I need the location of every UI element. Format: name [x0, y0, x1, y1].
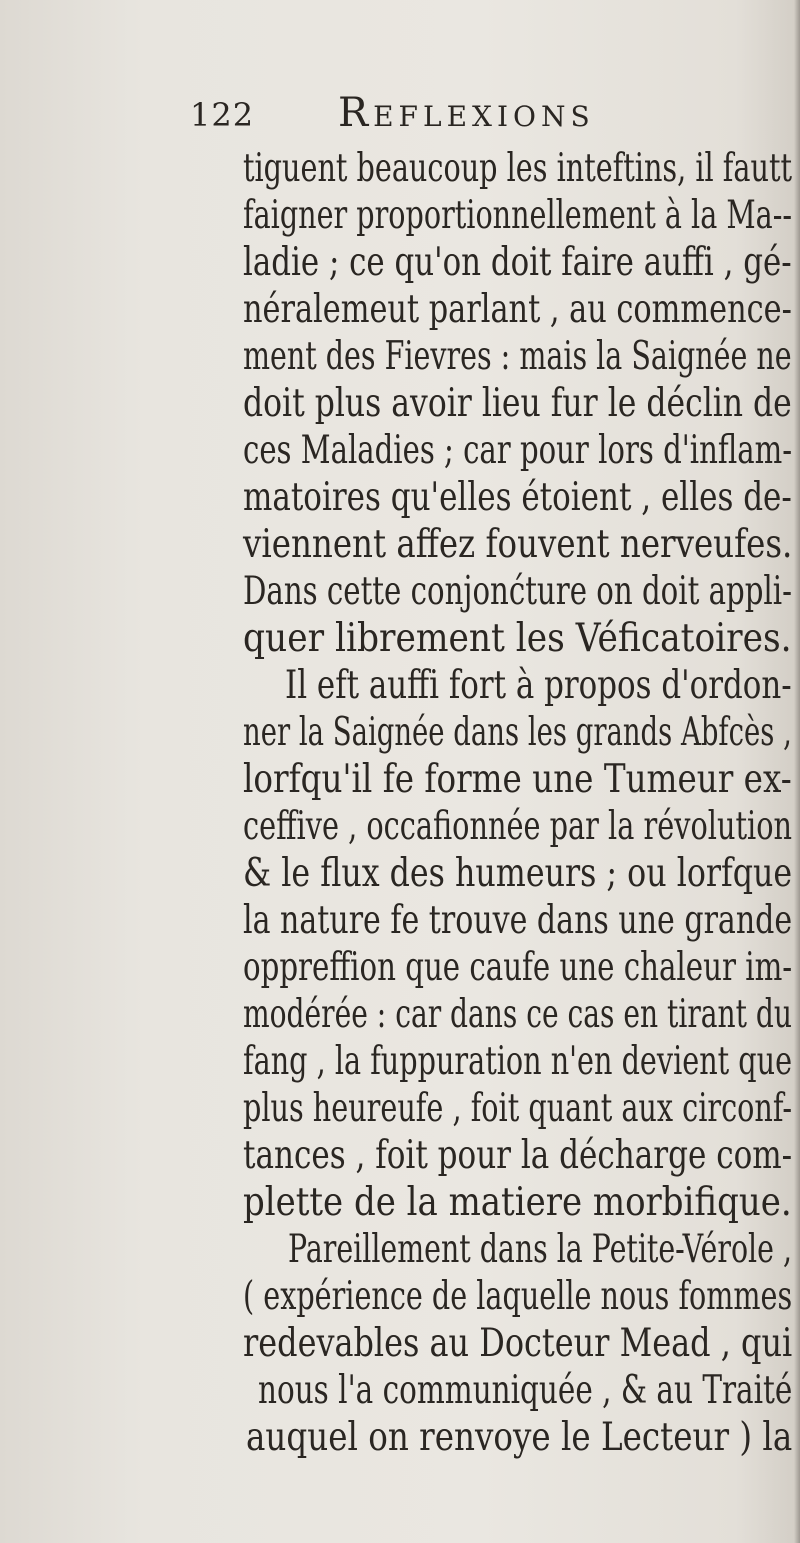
text-line: tances , foit pour la décharge com-	[243, 1133, 793, 1178]
page-number: 122	[190, 96, 255, 134]
text-line: tiguent beaucoup les inteftins, il fautt	[243, 146, 792, 191]
text-line: ladie ; ce qu'on doit faire auffi , gé-	[243, 240, 792, 285]
text-line: & le flux des humeurs ; ou lorfque	[243, 851, 793, 896]
page-edge-shadow	[794, 0, 800, 1543]
text-line: redevables au Docteur Mead , qui	[243, 1321, 793, 1366]
text-line: ner la Saignée dans les grands Abfcès ,	[243, 710, 792, 755]
text-line: ces Maladies ; car pour lors d'inflam-	[243, 428, 793, 473]
text-line: quer librement les Véficatoires.	[243, 616, 792, 661]
text-line: oppreffion que caufe une chaleur im-	[243, 945, 793, 990]
text-line: nous l'a communiquée , & au Traité	[258, 1368, 793, 1413]
text-line: ceffive , occafionnée par la révolution	[243, 804, 793, 849]
text-line: néralemeut parlant , au commence-	[243, 287, 792, 332]
text-line: Il eft auffi fort à propos d'ordon-	[285, 663, 792, 708]
page-header	[190, 90, 750, 146]
text-line: auquel on renvoye le Lecteur ) la	[246, 1415, 793, 1460]
text-line: faigner proportionnellement à la Ma--	[243, 193, 793, 238]
text-line: plette de la matiere morbifique.	[243, 1180, 792, 1225]
text-line: fang , la fuppuration n'en devient que	[243, 1039, 793, 1084]
text-line: Dans cette conjonćture on doit appli-	[243, 569, 792, 614]
text-line: doit plus avoir lieu fur le déclin de	[243, 381, 792, 426]
text-line: lorfqu'il fe forme une Tumeur ex-	[243, 757, 792, 802]
text-line: Pareillement dans la Petite-Vérole ,	[288, 1227, 793, 1272]
text-line: la nature fe trouve dans une grande	[243, 898, 793, 943]
text-line: viennent affez fouvent nerveufes.	[243, 522, 793, 567]
text-line: ment des Fievres : mais la Saignée ne	[243, 334, 792, 379]
text-line: ( expérience de laquelle nous fommes	[243, 1274, 793, 1319]
running-title: Reflexions	[338, 90, 595, 136]
text-line: modérée : car dans ce cas en tirant du	[243, 992, 792, 1037]
text-line: matoires qu'elles étoient , elles de-	[243, 475, 792, 520]
text-line: plus heureufe , foit quant aux circonf-	[243, 1086, 793, 1131]
